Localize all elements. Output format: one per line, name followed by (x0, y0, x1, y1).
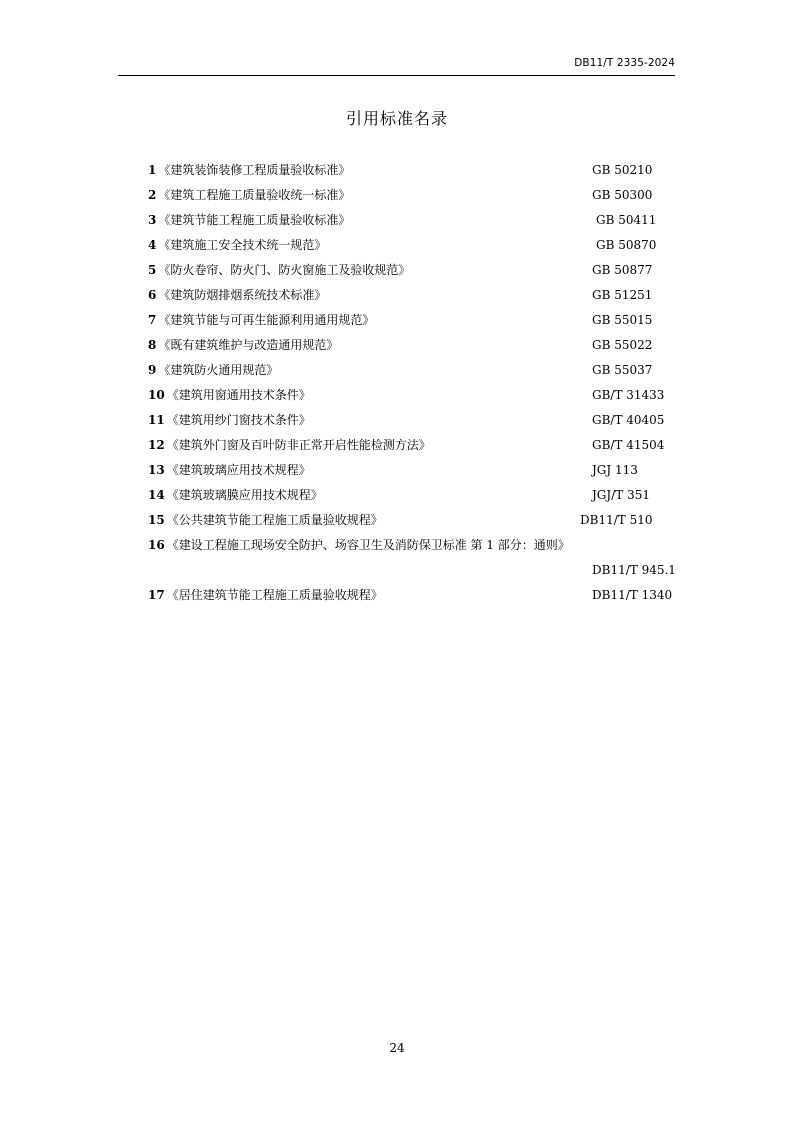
standard-name: 《建筑装饰装修工程质量验收标准》 (158, 163, 351, 177)
standard-code: GB 50210 (592, 163, 653, 177)
standard-name: 《建筑节能工程施工质量验收标准》 (158, 213, 351, 227)
standard-name: 《防火卷帘、防火门、防火窗施工及验收规范》 (158, 263, 411, 277)
standard-code: DB11/T 1340 (592, 588, 673, 602)
page-number: 24 (389, 1041, 405, 1055)
list-item (148, 360, 678, 380)
item-number: 6 (148, 288, 157, 302)
standard-name: 《建筑玻璃膜应用技术规程》 (166, 488, 323, 502)
standard-name: 《建筑外门窗及百叶防非正常开启性能检测方法》 (166, 438, 431, 452)
standard-name: 《建设工程施工现场安全防护、场容卫生及消防保卫标准 第 1 部分：通则》 (166, 538, 570, 552)
standard-code: JGJ 113 (592, 463, 638, 477)
standard-code: DB11/T 945.1 (592, 563, 676, 577)
standard-code: GB 50870 (596, 238, 657, 252)
standard-code: GB 55015 (592, 313, 653, 327)
item-number: 10 (148, 388, 165, 402)
item-number: 5 (148, 263, 157, 277)
list-item (148, 460, 678, 480)
item-number: 11 (148, 413, 165, 427)
list-item (148, 485, 678, 505)
list-item (148, 335, 678, 355)
standard-code: GB 50300 (592, 188, 653, 202)
list-item (148, 535, 678, 555)
standard-code: GB 55037 (592, 363, 653, 377)
standard-name: 《建筑施工安全技术统一规范》 (158, 238, 327, 252)
standard-code: JGJ/T 351 (592, 488, 650, 502)
item-number: 2 (148, 188, 157, 202)
item-number: 16 (148, 538, 165, 552)
item-number: 3 (148, 213, 157, 227)
standard-code: DB11/T 510 (580, 513, 653, 527)
item-number: 9 (148, 363, 157, 377)
item-number: 4 (148, 238, 157, 252)
item-number: 12 (148, 438, 165, 452)
list-item (148, 185, 678, 205)
list-item (148, 160, 678, 180)
item-number: 13 (148, 463, 165, 477)
item-number: 14 (148, 488, 165, 502)
list-item (148, 585, 678, 605)
page-title: 引用标准名录 (345, 109, 448, 128)
list-item (148, 510, 678, 530)
list-item (148, 235, 678, 255)
standard-code-header: DB11/T 2335-2024 (574, 57, 675, 69)
standard-name: 《公共建筑节能工程施工质量验收规程》 (166, 513, 383, 527)
standard-code: GB 50411 (596, 213, 657, 227)
header-divider (118, 75, 675, 76)
list-item (148, 385, 678, 405)
standard-name: 《建筑节能与可再生能源利用通用规范》 (158, 313, 375, 327)
list-item (148, 410, 678, 430)
standard-name: 《建筑防烟排烟系统技术标准》 (158, 288, 327, 302)
standard-name: 《建筑防火通用规范》 (158, 363, 279, 377)
standard-name: 《建筑用窗通用技术条件》 (166, 388, 311, 402)
standard-name: 《建筑玻璃应用技术规程》 (166, 463, 311, 477)
standard-name: 《建筑用纱门窗技术条件》 (166, 413, 311, 427)
list-item (148, 210, 678, 230)
standard-code: GB/T 41504 (592, 438, 665, 452)
standard-code: GB/T 31433 (592, 388, 665, 402)
list-item (148, 285, 678, 305)
item-number: 8 (148, 338, 157, 352)
standard-code: GB 50877 (592, 263, 653, 277)
list-item (148, 435, 678, 455)
standard-name: 《建筑工程施工质量验收统一标准》 (158, 188, 351, 202)
standard-code: GB 55022 (592, 338, 653, 352)
standard-code: GB 51251 (592, 288, 653, 302)
list-item-continuation (148, 560, 678, 580)
item-number: 17 (148, 588, 165, 602)
standard-name: 《居住建筑节能工程施工质量验收规程》 (166, 588, 383, 602)
item-number: 7 (148, 313, 157, 327)
list-item (148, 260, 678, 280)
list-item (148, 310, 678, 330)
item-number: 15 (148, 513, 165, 527)
standard-code: GB/T 40405 (592, 413, 665, 427)
standard-name: 《既有建筑维护与改造通用规范》 (158, 338, 339, 352)
item-number: 1 (148, 163, 157, 177)
